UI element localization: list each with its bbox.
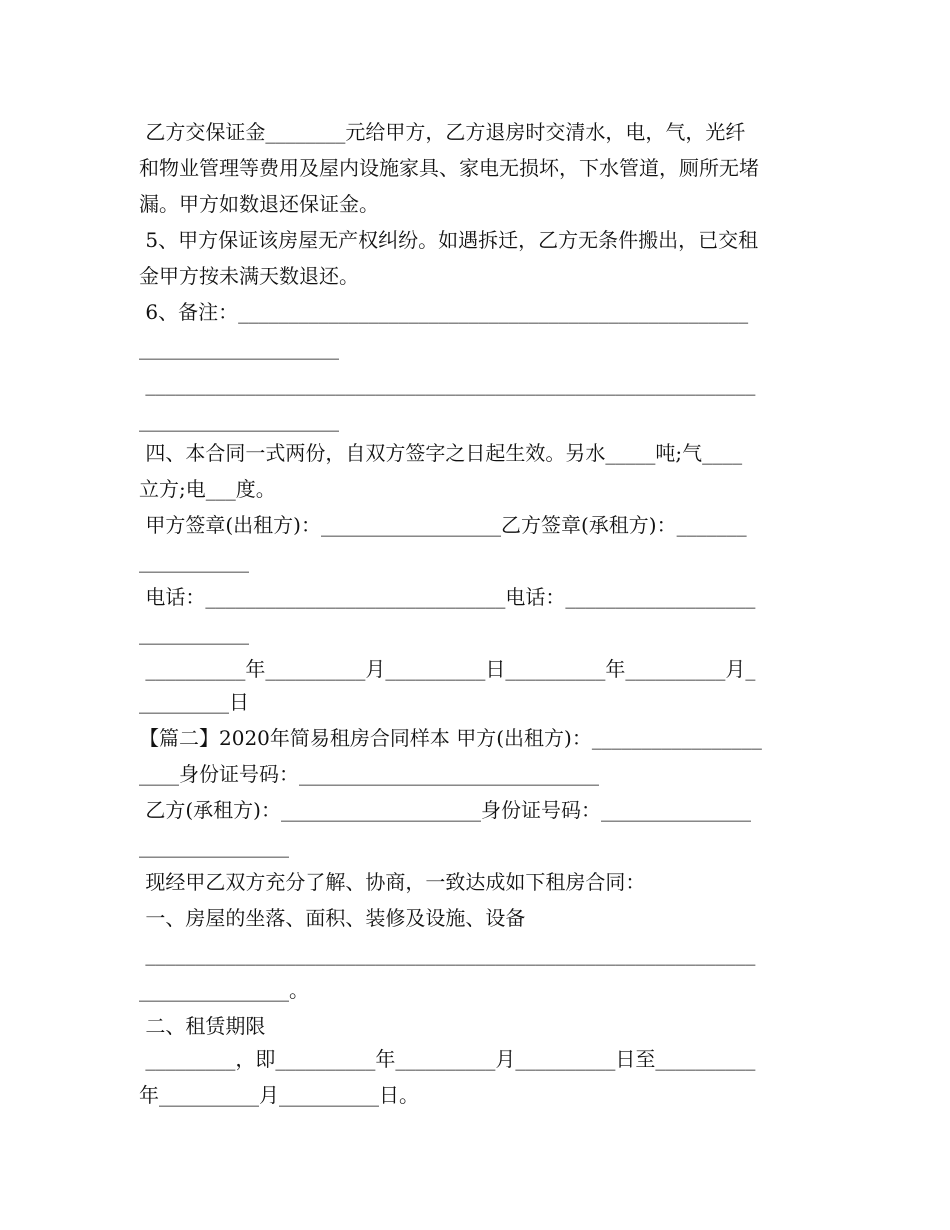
text-line: 和物业管理等费用及屋内设施家具、家电无损坏，下水管道，厕所无堵 [139, 156, 759, 180]
text-line: ___________ [139, 549, 249, 573]
text-line: _________日 [139, 690, 249, 714]
text-line: 电话：______________________________电话：___________________ [139, 585, 756, 609]
text-line: 四、本合同一式两份，自双方签字之日起生效。另水_____吨;气____ [139, 441, 743, 465]
text-line: _________，即__________年__________月__________日至__________ [139, 1047, 756, 1071]
text-line: 6、备注：___________________________________________________ [139, 300, 749, 324]
text-line: _______________ [139, 834, 289, 858]
text-line: 漏。甲方如数退还保证金。 [139, 192, 379, 216]
text-line: ___________ [139, 621, 249, 645]
text-line: 一、房屋的坐落、面积、装修及设施、设备 [139, 906, 526, 930]
text-line: 乙方交保证金________元给甲方，乙方退房时交清水，电，气，光纤 [139, 120, 746, 144]
text-line: ____________________ [139, 336, 339, 360]
text-line: _____________________________________________________________ [139, 372, 756, 396]
text-line: 年__________月__________日。 [139, 1083, 419, 1107]
text-line: _______________。 [139, 978, 309, 1002]
text-line: ____身份证号码：______________________________ [139, 762, 599, 786]
text-line: 现经甲乙双方充分了解、协商，一致达成如下租房合同： [139, 870, 646, 894]
text-line: 金甲方按未满天数退还。 [139, 264, 359, 288]
text-line: __________年__________月__________日__________年__________月_ [139, 657, 756, 681]
text-line: _____________________________________________________________ [139, 942, 756, 966]
text-line: 二、租赁期限 [139, 1014, 266, 1038]
text-line: 立方;电___度。 [139, 477, 276, 501]
text-line: ____________________ [139, 408, 339, 432]
section-heading-line: 【篇二】2020年简易租房合同样本 甲方(出租方)：_________________ [139, 726, 762, 750]
text-line: 甲方签章(出租方)：__________________乙方签章(承租方)：_______ [139, 513, 747, 537]
text-line: 5、甲方保证该房屋无产权纠纷。如遇拆迁，乙方无条件搬出，已交租 [139, 228, 759, 252]
text-line: 乙方(承租方)：____________________身份证号码：_______________ [139, 798, 751, 822]
